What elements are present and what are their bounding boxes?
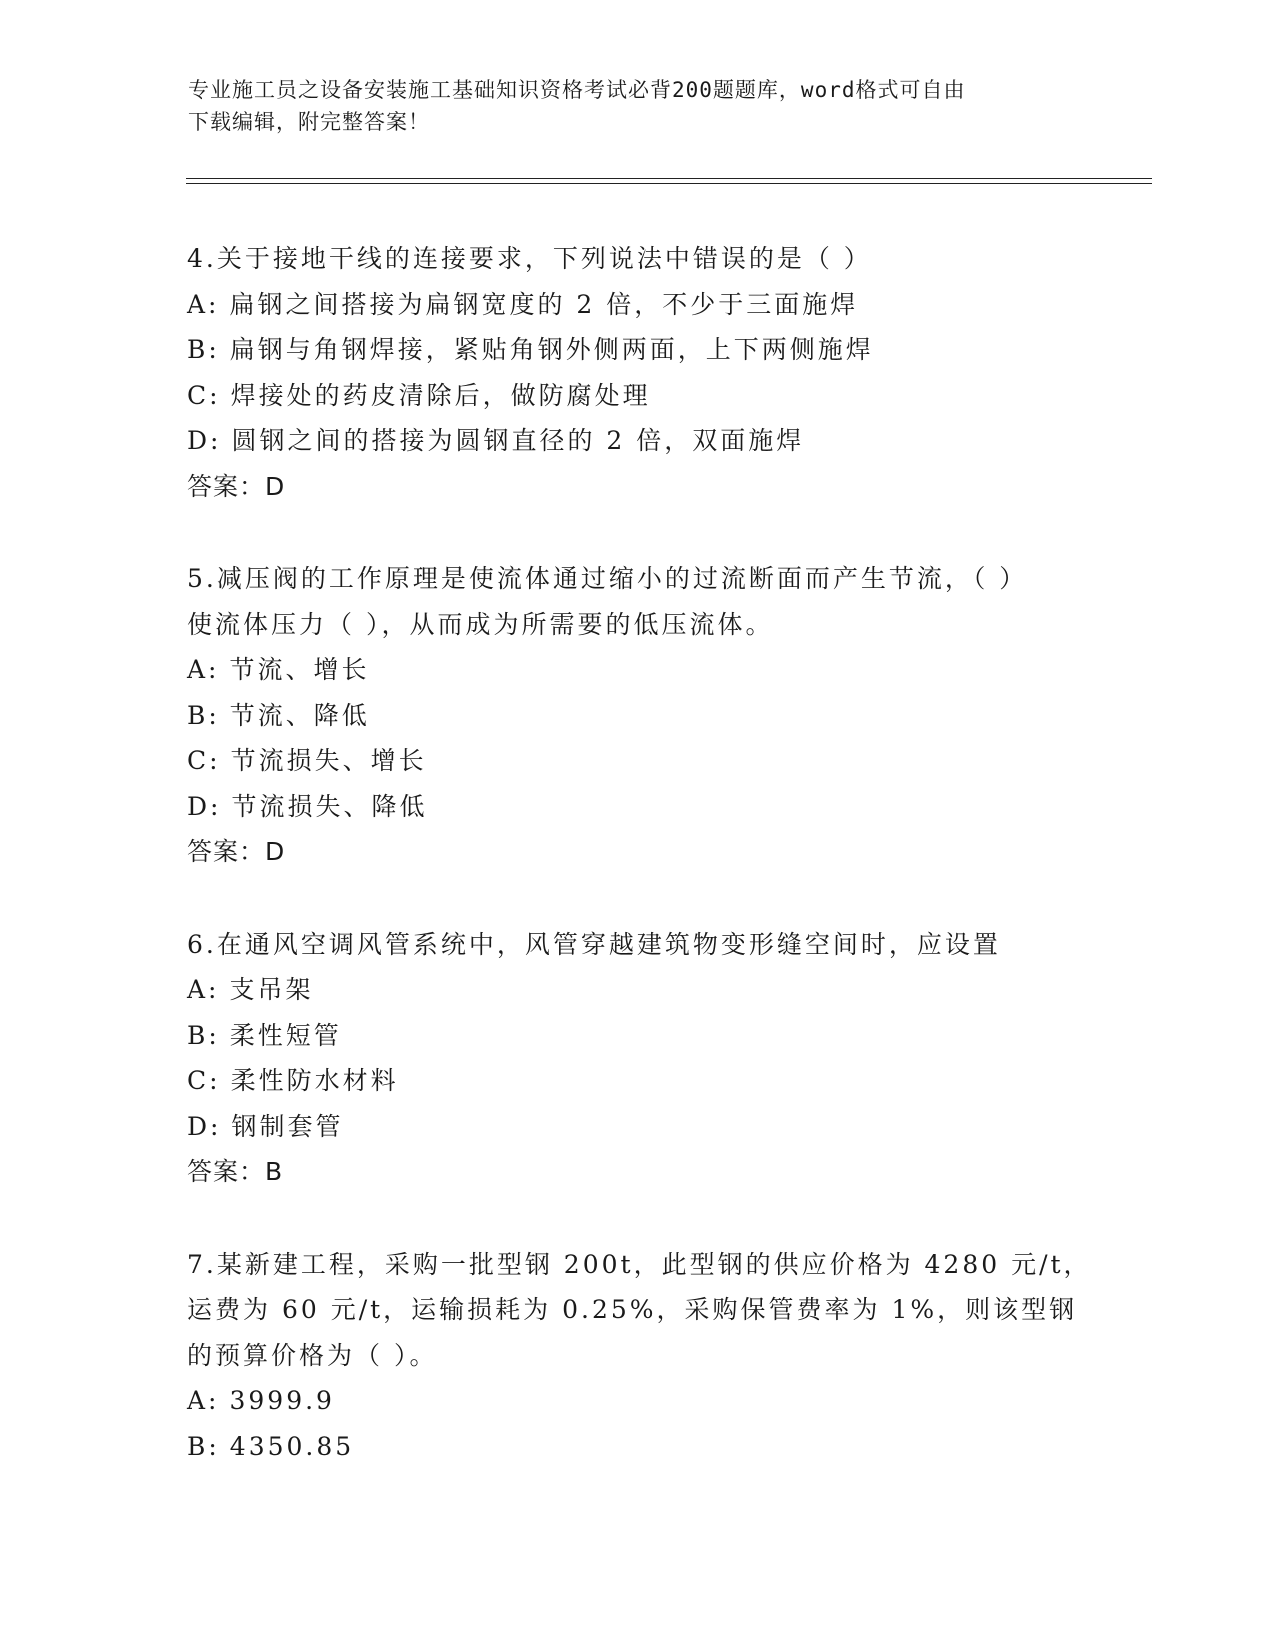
option-key: D: bbox=[187, 426, 222, 455]
option-key: B: bbox=[187, 1431, 220, 1461]
option-d bbox=[187, 784, 1087, 830]
option-key: D: bbox=[187, 1111, 222, 1141]
option-key: B: bbox=[187, 700, 220, 730]
question-4 bbox=[187, 236, 1087, 509]
option-a bbox=[187, 967, 1087, 1013]
option-b bbox=[187, 327, 1087, 373]
option-a bbox=[187, 647, 1087, 693]
question-text: 的预算价格为（ ）。 bbox=[187, 1340, 438, 1370]
option-text: 钢制套管 bbox=[231, 1111, 344, 1141]
option-key: C: bbox=[187, 1066, 221, 1095]
option-text: 3999.9 bbox=[229, 1386, 335, 1415]
option-text: 柔性短管 bbox=[229, 1020, 342, 1050]
header-line-2: 下载编辑，附完整答案！ bbox=[188, 110, 430, 134]
option-c bbox=[187, 738, 1087, 784]
option-key: A: bbox=[187, 975, 220, 1004]
question-7 bbox=[187, 1242, 1092, 1470]
answer: 答案：D bbox=[187, 837, 286, 866]
option-text: 扁钢之间搭接为扁钢宽度的 2 倍，不少于三面施焊 bbox=[229, 289, 859, 319]
option-a bbox=[187, 282, 1087, 328]
option-text: 圆钢之间的搭接为圆钢直径的 2 倍，双面施焊 bbox=[231, 426, 805, 455]
option-a bbox=[187, 1378, 1087, 1424]
option-text: 4350.85 bbox=[229, 1431, 355, 1461]
option-key: D: bbox=[187, 791, 222, 821]
option-c bbox=[187, 373, 1087, 419]
option-key: C: bbox=[187, 380, 221, 410]
option-key: B: bbox=[187, 335, 220, 364]
header-divider-top bbox=[186, 178, 1152, 179]
document-header bbox=[188, 74, 1068, 138]
option-key: A: bbox=[187, 289, 220, 319]
option-text: 节流损失、增长 bbox=[230, 746, 427, 775]
answer: 答案：B bbox=[187, 1157, 284, 1186]
option-text: 节流损失、降低 bbox=[231, 791, 428, 821]
option-text: 焊接处的药皮清除后，做防腐处理 bbox=[230, 380, 651, 410]
header-divider-bottom bbox=[186, 183, 1152, 184]
answer: 答案：D bbox=[187, 471, 286, 501]
option-c bbox=[187, 1058, 1087, 1104]
question-text: 运费为 60 元/t，运输损耗为 0.25%，采购保管费率为 1%，则该型钢 bbox=[187, 1295, 1078, 1324]
option-key: A: bbox=[187, 655, 220, 684]
option-key: A: bbox=[187, 1386, 220, 1415]
question-5 bbox=[187, 556, 1087, 875]
option-text: 扁钢与角钢焊接，紧贴角钢外侧两面，上下两侧施焊 bbox=[229, 335, 874, 364]
option-text: 节流、增长 bbox=[229, 655, 370, 684]
option-key: C: bbox=[187, 746, 221, 775]
option-text: 节流、降低 bbox=[229, 700, 370, 730]
option-text: 支吊架 bbox=[229, 975, 314, 1004]
option-b bbox=[187, 1424, 1087, 1470]
header-line-1: 专业施工员之设备安装施工基础知识资格考试必背200题题库，word格式可自由 bbox=[188, 78, 966, 102]
option-b bbox=[187, 1013, 1087, 1059]
question-6 bbox=[187, 922, 1087, 1195]
option-d bbox=[187, 1104, 1087, 1150]
question-list bbox=[187, 236, 1092, 1516]
option-d bbox=[187, 418, 1087, 464]
question-text: 6.在通风空调风管系统中，风管穿越建筑物变形缝空间时，应设置 bbox=[187, 929, 1001, 959]
question-text: 4.关于接地干线的连接要求，下列说法中错误的是（ ） bbox=[187, 244, 872, 273]
question-text: 7.某新建工程，采购一批型钢 200t，此型钢的供应价格为 4280 元/t， bbox=[187, 1249, 1092, 1279]
option-key: B: bbox=[187, 1020, 220, 1050]
option-b bbox=[187, 693, 1087, 739]
question-text: 使流体压力（ ），从而成为所需要的低压流体。 bbox=[187, 609, 774, 639]
option-text: 柔性防水材料 bbox=[230, 1066, 399, 1095]
question-text: 5.减压阀的工作原理是使流体通过缩小的过流断面而产生节流，（ ） bbox=[187, 564, 1028, 593]
